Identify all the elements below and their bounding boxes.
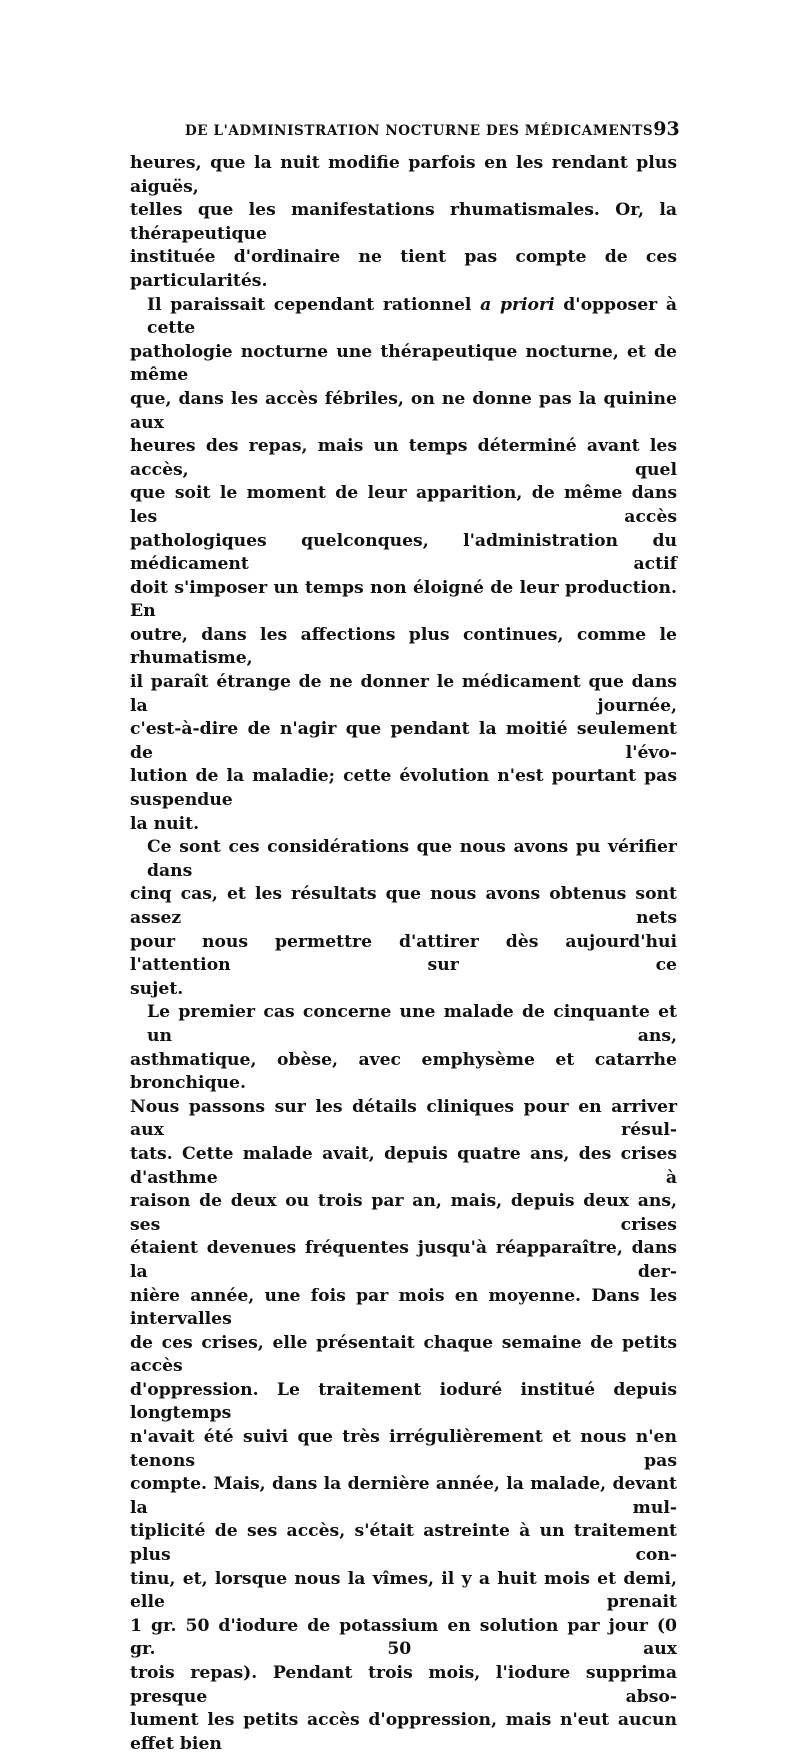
text-line: n'avait été suivi que très irrégulièrement et nous n'en tenons pas — [130, 1427, 677, 1471]
text-line: d'oppression. Le traitement ioduré institué depuis longtemps — [130, 1379, 677, 1424]
text-line: instituée d'ordinaire ne tient pas compte de ces particularités. — [130, 247, 677, 291]
text-line: lument les petits accès d'oppression, mais n'eut aucun effet bien — [130, 1710, 677, 1754]
text-line: raison de deux ou trois par an, mais, depuis deux ans, ses crises — [130, 1191, 677, 1235]
text-line: compte. Mais, dans la dernière année, la malade, devant la mul- — [130, 1474, 677, 1518]
page-number: 93 — [653, 118, 680, 140]
text-line: doit s'imposer un temps non éloigné de leur production. En — [130, 577, 677, 622]
text-line: Ce sont ces considérations que nous avons pu vérifier dans — [147, 837, 677, 881]
paragraph — [130, 294, 677, 837]
text-line: heures, que la nuit modifie parfois en les rendant plus aiguës, — [130, 153, 677, 197]
text-line: cinq cas, et les résultats que nous avons obtenus sont assez nets — [130, 884, 677, 928]
text-line: Le premier cas concerne une malade de cinquante et un ans, — [147, 1002, 677, 1046]
text-line: il paraît étrange de ne donner le médicament que dans la journée, — [130, 672, 677, 716]
text-line: que soit le moment de leur apparition, de même dans les accès — [130, 483, 677, 527]
running-head-title: DE L'ADMINISTRATION NOCTURNE DES MÉDICAMENTS — [185, 123, 654, 139]
text-line: c'est-à-dire de n'agir que pendant la moitié seulement de l'évo- — [130, 719, 677, 763]
text-line: pour nous permettre d'attirer dès aujourd'hui l'attention sur ce — [130, 931, 677, 976]
text-line: pathologie nocturne une thérapeutique nocturne, et de même — [130, 341, 677, 386]
text-line: pathologiques quelconques, l'administration du médicament actif — [130, 530, 677, 575]
text-line: 1 gr. 50 d'iodure de potassium en solution par jour (0 gr. 50 aux — [130, 1615, 677, 1660]
text-line: trois repas). Pendant trois mois, l'iodure supprima presque abso- — [130, 1663, 677, 1707]
body-text — [130, 152, 677, 1756]
text-line: sujet. — [130, 978, 184, 999]
text-line: étaient devenues fréquentes jusqu'à réapparaître, dans la der- — [130, 1238, 677, 1282]
text-line: outre, dans les affections plus continues, comme le rhumatisme, — [130, 624, 677, 669]
paragraph — [130, 836, 677, 1001]
text-line: nière année, une fois par mois en moyenne. Dans les intervalles — [130, 1285, 677, 1330]
italic-phrase: a priori — [480, 294, 555, 315]
text-line: que, dans les accès fébriles, on ne donne pas la quinine aux — [130, 388, 677, 433]
text-line: de ces crises, elle présentait chaque semaine de petits accès — [130, 1332, 677, 1377]
text-line: asthmatique, obèse, avec emphysème et catarrhe bronchique. — [130, 1049, 677, 1094]
text-line: la nuit. — [130, 813, 200, 834]
text-line: Il paraissait cependant rationnel a priori d'opposer à cette — [147, 294, 678, 339]
running-head — [130, 118, 680, 148]
text-line: lution de la maladie; cette évolution n'est pourtant pas suspendue — [130, 766, 677, 811]
paragraph — [130, 1001, 677, 1756]
paragraph — [130, 152, 677, 294]
text-line: tinu, et, lorsque nous la vîmes, il y a huit mois et demi, elle prenait — [130, 1568, 677, 1613]
text-line: tiplicité de ses accès, s'était astreinte à un traitement plus con- — [130, 1521, 677, 1566]
text-line: telles que les manifestations rhumatismales. Or, la thérapeutique — [130, 200, 677, 244]
book-page — [130, 118, 680, 1756]
text-line: tats. Cette malade avait, depuis quatre ans, des crises d'asthme à — [130, 1143, 677, 1188]
text-line: Nous passons sur les détails cliniques pour en arriver aux résul- — [130, 1096, 677, 1141]
text-line: heures des repas, mais un temps déterminé avant les accès, quel — [130, 436, 677, 480]
